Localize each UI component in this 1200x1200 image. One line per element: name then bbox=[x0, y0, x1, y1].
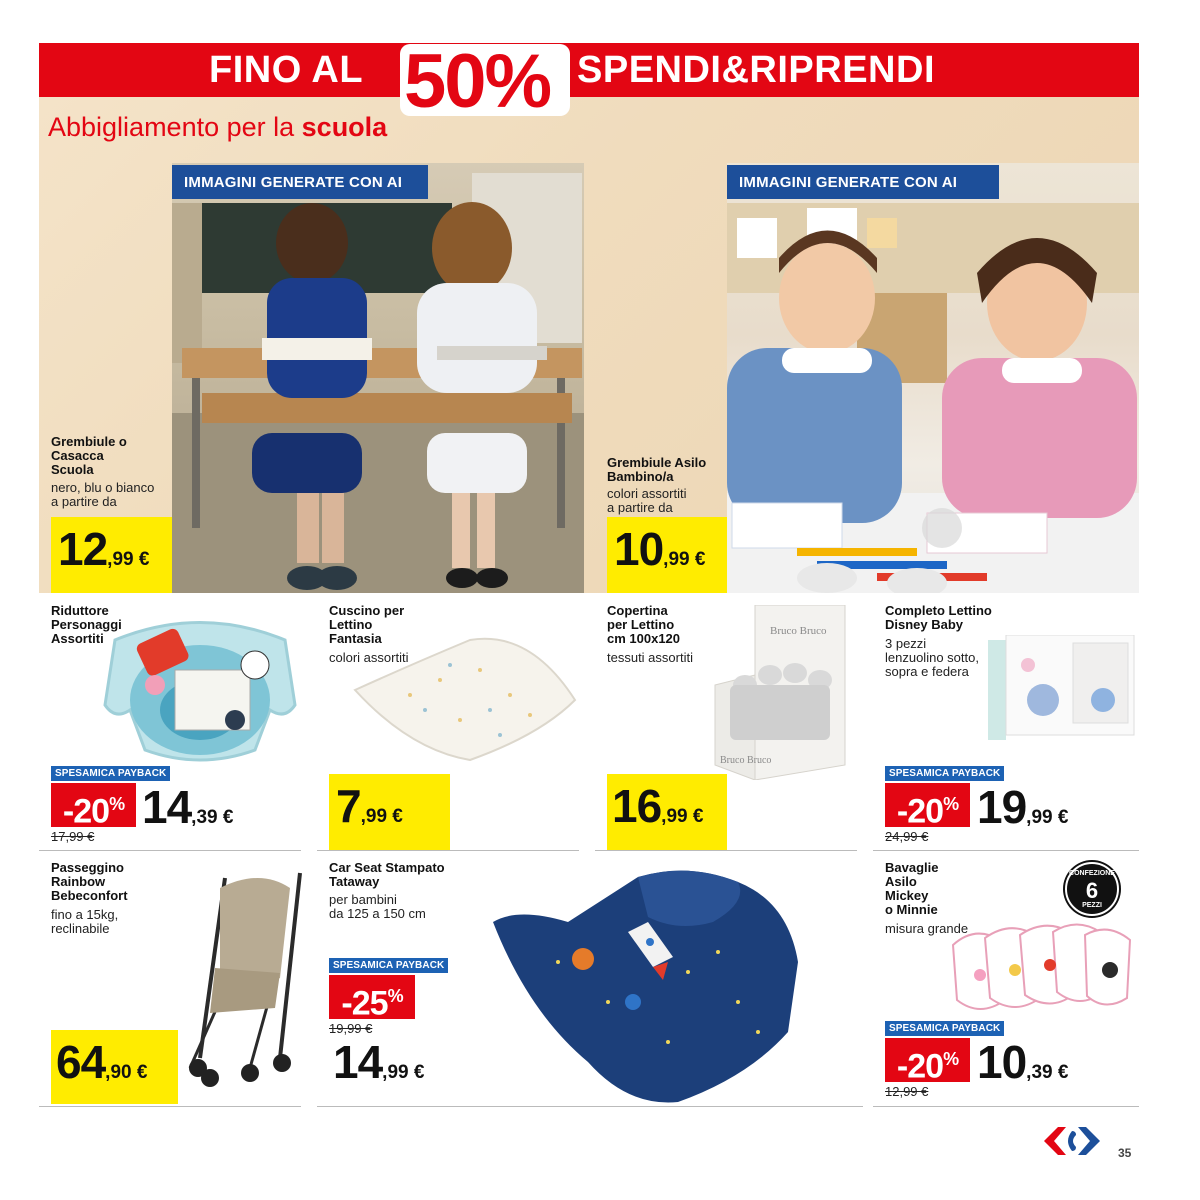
name-line: Grembiule o bbox=[51, 434, 127, 449]
price-dec: ,99 € bbox=[661, 806, 704, 827]
desc-line: a partire da bbox=[51, 494, 117, 509]
carseat-image bbox=[488, 862, 806, 1107]
box-brand-top: Bruco Bruco bbox=[770, 625, 827, 637]
name-line: Personaggi bbox=[51, 617, 122, 632]
price-int: 16 bbox=[612, 780, 662, 832]
name-line: Cuscino per bbox=[329, 603, 405, 618]
school-classroom-photo bbox=[172, 163, 584, 593]
product-desc-copertina bbox=[607, 651, 693, 665]
payback-label-completo: SPESAMICA PAYBACK bbox=[885, 766, 1004, 781]
product-name-copertina bbox=[607, 604, 680, 646]
subtitle-bold: scuola bbox=[301, 112, 388, 142]
name-line: o Minnie bbox=[885, 902, 938, 917]
pack-badge-top: CONFEZIONE bbox=[1069, 870, 1115, 877]
discount-value: -20 bbox=[896, 792, 944, 831]
name-line: Mickey bbox=[885, 888, 929, 903]
price-dec: ,39 € bbox=[191, 807, 234, 828]
name-line: Lettino bbox=[329, 617, 373, 632]
kindergarten-photo bbox=[727, 163, 1139, 593]
banner-left-text: FINO AL bbox=[209, 49, 364, 91]
price-grembiule-scuola bbox=[58, 522, 149, 576]
ai-generated-badge-1: IMMAGINI GENERATE CON AI bbox=[172, 165, 428, 199]
discount-sign: % bbox=[943, 1049, 959, 1069]
desc-line: misura grande bbox=[885, 921, 969, 936]
name-line: Asilo bbox=[885, 874, 917, 889]
price-carseat bbox=[333, 1035, 424, 1089]
price-dec: ,99 € bbox=[1026, 807, 1069, 828]
subtitle-normal: Abbigliamento per la bbox=[48, 112, 302, 142]
page-number: 35 bbox=[1118, 1146, 1132, 1160]
divider bbox=[873, 850, 1139, 851]
product-desc-grembiule-scuola bbox=[51, 481, 154, 509]
discount-value: -20 bbox=[896, 1047, 944, 1086]
bavaglie-image bbox=[945, 920, 1135, 1020]
discount-sign: % bbox=[943, 794, 959, 814]
divider bbox=[317, 850, 579, 851]
divider bbox=[39, 1106, 301, 1107]
product-desc-grembiule-asilo bbox=[607, 487, 686, 515]
discount-value: -20 bbox=[62, 792, 110, 831]
product-desc-carseat bbox=[329, 893, 426, 921]
box-brand-bottom: Bruco Bruco bbox=[720, 755, 772, 766]
price-int: 10 bbox=[977, 1036, 1027, 1088]
price-dec: ,90 € bbox=[105, 1062, 148, 1083]
product-name-passeggino bbox=[51, 861, 128, 903]
name-line: Bavaglie bbox=[885, 860, 939, 875]
price-dec: ,99 € bbox=[360, 806, 403, 827]
product-name-bavaglie bbox=[885, 861, 938, 917]
desc-line: sopra e federa bbox=[885, 664, 969, 679]
desc-line: 3 pezzi bbox=[885, 636, 927, 651]
old-price-carseat: 19,99 € bbox=[329, 1021, 373, 1036]
price-int: 64 bbox=[56, 1036, 106, 1088]
discount-completo bbox=[885, 783, 970, 831]
cuscino-image bbox=[350, 625, 580, 765]
name-line: Rainbow bbox=[51, 874, 106, 889]
divider bbox=[595, 850, 857, 851]
product-desc-completo bbox=[885, 637, 979, 679]
pack-badge-bottom: PEZZI bbox=[1082, 902, 1102, 909]
discount-value: -25 bbox=[341, 984, 388, 1023]
product-name-carseat bbox=[329, 861, 445, 889]
old-price-bavaglie: 12,99 € bbox=[885, 1084, 929, 1099]
completo-package-image bbox=[988, 635, 1138, 745]
desc-line: tessuti assortiti bbox=[607, 650, 693, 665]
product-desc-passeggino bbox=[51, 908, 118, 936]
name-line: Scuola bbox=[51, 462, 94, 477]
desc-line: colori assortiti bbox=[607, 486, 687, 501]
desc-line: a partire da bbox=[607, 500, 673, 515]
name-line: Grembiule Asilo bbox=[607, 455, 707, 470]
price-dec: ,99 € bbox=[663, 549, 706, 570]
price-int: 10 bbox=[614, 523, 664, 575]
discount-riduttore bbox=[51, 783, 136, 831]
name-line: Copertina bbox=[607, 603, 668, 618]
price-bavaglie bbox=[977, 1035, 1068, 1089]
desc-line: lenzuolino sotto, bbox=[885, 650, 979, 665]
desc-line: fino a 15kg, bbox=[51, 907, 119, 922]
divider bbox=[873, 1106, 1139, 1107]
price-int: 12 bbox=[58, 523, 108, 575]
price-dec: ,99 € bbox=[107, 549, 150, 570]
product-name-grembiule-scuola bbox=[51, 435, 127, 477]
desc-line: colori assortiti bbox=[329, 650, 409, 665]
payback-label-riduttore: SPESAMICA PAYBACK bbox=[51, 766, 170, 781]
price-riduttore bbox=[142, 780, 233, 834]
desc-line: nero, blu o bianco bbox=[51, 480, 155, 495]
divider bbox=[39, 850, 301, 851]
promo-banner bbox=[39, 43, 1139, 97]
name-line: Fantasia bbox=[329, 631, 382, 646]
carrefour-logo-icon bbox=[1042, 1125, 1102, 1157]
name-line: Assortiti bbox=[51, 631, 104, 646]
name-line: Casacca bbox=[51, 448, 104, 463]
price-int: 14 bbox=[142, 781, 192, 833]
discount-sign: % bbox=[387, 986, 403, 1006]
name-line: Passeggino bbox=[51, 860, 124, 875]
payback-label-bavaglie: SPESAMICA PAYBACK bbox=[885, 1021, 1004, 1036]
desc-line: per bambini bbox=[329, 892, 397, 907]
product-name-completo bbox=[885, 604, 992, 632]
pack-badge bbox=[1065, 862, 1119, 916]
desc-line: reclinabile bbox=[51, 921, 110, 936]
price-dec: ,39 € bbox=[1026, 1062, 1069, 1083]
price-passeggino bbox=[56, 1035, 147, 1089]
copertina-display-box bbox=[710, 605, 850, 780]
price-cuscino bbox=[336, 779, 403, 833]
discount-sign: % bbox=[109, 794, 125, 814]
name-line: Bebeconfort bbox=[51, 888, 128, 903]
payback-label-carseat: SPESAMICA PAYBACK bbox=[329, 958, 448, 973]
ai-generated-badge-2: IMMAGINI GENERATE CON AI bbox=[727, 165, 999, 199]
name-line: Tataway bbox=[329, 874, 380, 889]
discount-bavaglie bbox=[885, 1038, 970, 1086]
product-name-grembiule-asilo bbox=[607, 456, 706, 484]
desc-line: da 125 a 150 cm bbox=[329, 906, 426, 921]
price-grembiule-asilo bbox=[614, 522, 705, 576]
price-dec: ,99 € bbox=[382, 1062, 425, 1083]
old-price-completo: 24,99 € bbox=[885, 829, 929, 844]
name-line: per Lettino bbox=[607, 617, 675, 632]
name-line: Disney Baby bbox=[885, 617, 964, 632]
name-line: Riduttore bbox=[51, 603, 109, 618]
banner-percent: 50% bbox=[404, 39, 551, 124]
riduttore-image bbox=[95, 610, 305, 765]
name-line: Completo Lettino bbox=[885, 603, 992, 618]
price-copertina bbox=[612, 779, 703, 833]
price-int: 14 bbox=[333, 1036, 383, 1088]
passeggino-image bbox=[180, 868, 305, 1093]
price-int: 7 bbox=[336, 780, 361, 832]
section-subtitle bbox=[48, 112, 387, 143]
price-completo bbox=[977, 780, 1068, 834]
name-line: Car Seat Stampato bbox=[329, 860, 445, 875]
divider bbox=[317, 1106, 863, 1107]
pack-badge-count: 6 bbox=[1085, 878, 1099, 903]
price-int: 19 bbox=[977, 781, 1027, 833]
old-price-riduttore: 17,99 € bbox=[51, 829, 95, 844]
name-line: Bambino/a bbox=[607, 469, 674, 484]
name-line: cm 100x120 bbox=[607, 631, 681, 646]
banner-right-text: SPENDI&RIPRENDI bbox=[577, 49, 935, 91]
banner-percent-box bbox=[400, 39, 570, 124]
discount-carseat bbox=[329, 975, 415, 1023]
